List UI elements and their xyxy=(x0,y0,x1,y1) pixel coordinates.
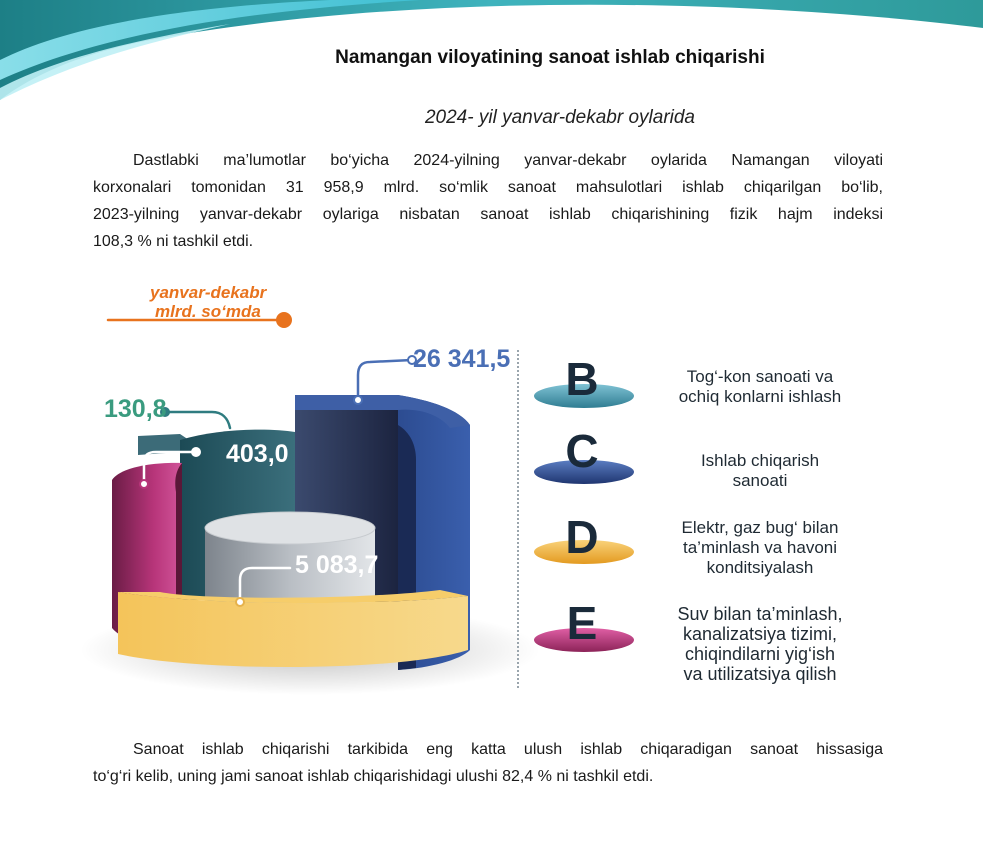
outro-paragraph xyxy=(93,736,883,790)
chart-unit-label-period: yanvar-dekabr xyxy=(150,283,267,302)
leader-line-b xyxy=(165,412,230,428)
legend-text-d xyxy=(640,518,880,578)
intro-line: Dastlabki ma’lumotlar bo‘yicha 2024-yilning yanvar-dekabr oylarida Namangan viloyati xyxy=(133,152,883,169)
document-subtitle: 2024- yil yanvar-dekabr oylarida xyxy=(424,107,696,128)
legend-text-b xyxy=(640,367,880,407)
leader-dot-c xyxy=(354,396,362,404)
legend-text-line: chiqindilarni yig‘ish xyxy=(684,644,836,664)
value-label-d: 5 083,7 xyxy=(295,551,379,579)
legend-text-c xyxy=(640,451,880,491)
value-label-c: 26 341,5 xyxy=(413,345,511,373)
legend-text-line: ta’minlash va havoni xyxy=(682,538,838,557)
leader-dot-e-end xyxy=(192,448,200,456)
legend-text-line: ochiq konlarni ishlash xyxy=(678,387,842,406)
value-label-e: 403,0 xyxy=(226,440,289,468)
legend-text-line: Ishlab chiqarish xyxy=(700,451,820,470)
intro-line: 108,3 % ni tashkil etdi. xyxy=(93,233,254,250)
legend-text-e xyxy=(640,604,880,684)
legend-text-line: kanalizatsiya tizimi, xyxy=(682,624,838,644)
intro-line: korxonalari tomonidan 31 958,9 mlrd. so‘mlik sanoat mahsulotlari ishlab chiqarilgan bo‘lib, xyxy=(93,179,883,196)
chart-segment-d xyxy=(118,590,468,667)
legend-text-line: sanoati xyxy=(732,471,788,490)
outro-line: Sanoat ishlab chiqarishi tarkibida eng katta ulush ishlab chiqaradigan sanoat hissasiga xyxy=(133,741,883,758)
legend-letter-b: B xyxy=(565,353,599,405)
leader-line-c xyxy=(358,360,412,400)
chart-unit-label-unit: mlrd. so‘mda xyxy=(155,302,261,321)
legend-letter-e: E xyxy=(566,597,598,649)
legend-text-line: konditsiyalash xyxy=(706,558,814,577)
leader-dot-e xyxy=(140,480,148,488)
legend-text-line: va utilizatsiya qilish xyxy=(683,664,837,684)
legend-letter-c: C xyxy=(565,425,599,477)
legend-letter-d: D xyxy=(565,511,599,563)
legend-text-line: Tog‘-kon sanoati va xyxy=(686,367,834,386)
value-label-b: 130,8 xyxy=(104,395,167,423)
unit-marker-dot xyxy=(277,313,291,327)
intro-line: 2023-yilning yanvar-dekabr oylariga nisbatan sanoat ishlab chiqarishining fizik hajm indeksi xyxy=(93,206,883,223)
legend-text-line: Elektr, gaz bug‘ bilan xyxy=(681,518,839,537)
leader-dot-d xyxy=(236,598,244,606)
document-title: Namangan viloyatining sanoat ishlab chiqarishi xyxy=(335,47,765,68)
outro-line: to‘g‘ri kelib, uning jami sanoat ishlab chiqarishidagi ulushi 82,4 % ni tashkil etdi. xyxy=(93,768,654,785)
legend-divider xyxy=(517,350,519,688)
intro-paragraph xyxy=(93,147,883,255)
legend-text-line: Suv bilan ta’minlash, xyxy=(677,604,843,624)
